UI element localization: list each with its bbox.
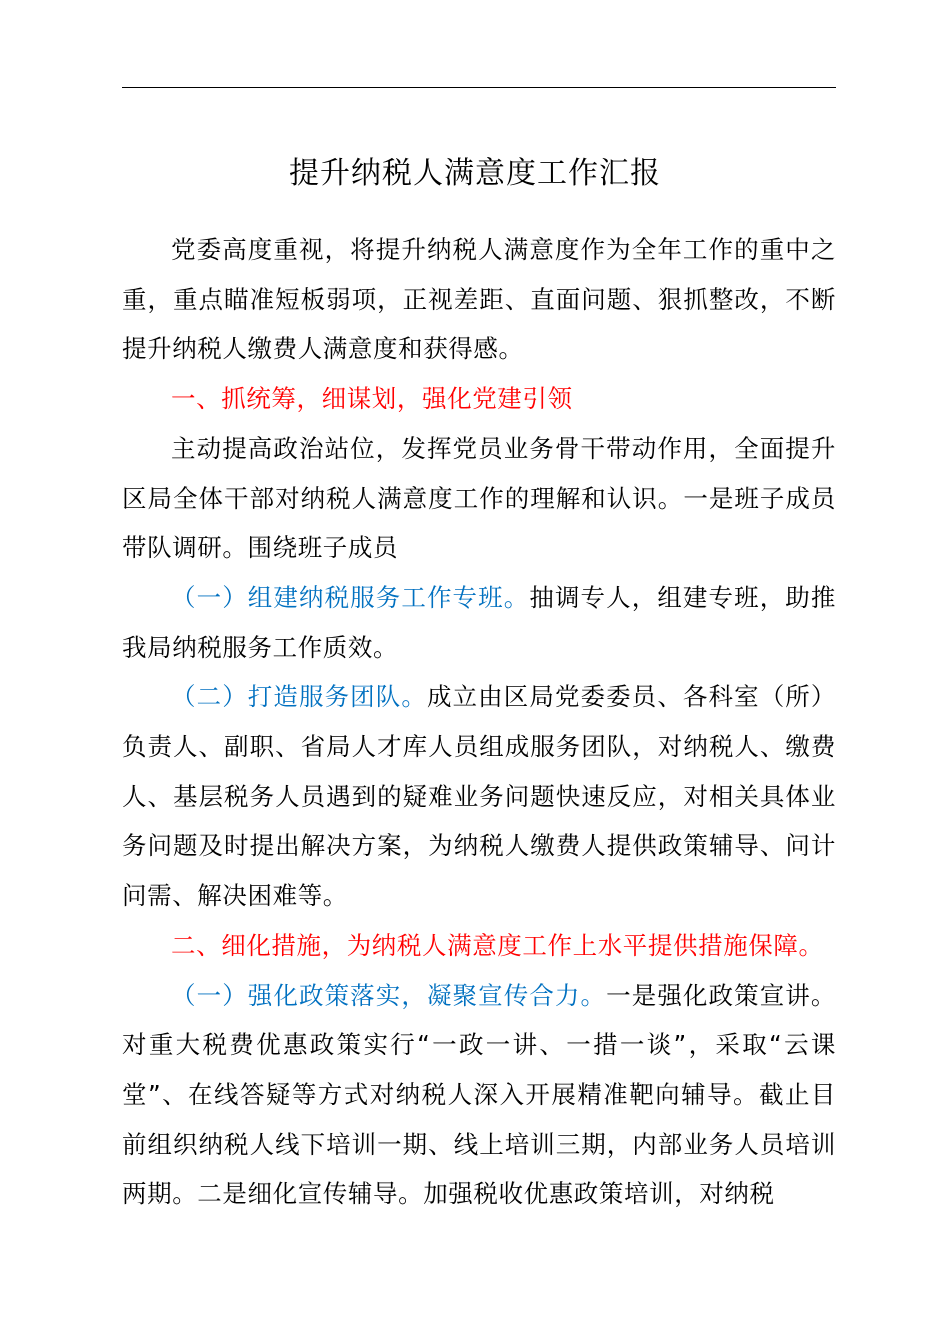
subsection-1-1-text: 抽调专人，组建专班，助推我局纳税服务工作质效。 [122, 582, 836, 662]
subsection-1-1-paragraph [122, 573, 836, 672]
section-1-text: 主动提高政治站位，发挥党员业务骨干带动作用，全面提升区局全体干部对纳税人满意度工作的理解和认识。一是班子成员带队调研。围绕班子成员 [122, 433, 836, 563]
intro-text: 党委高度重视，将提升纳税人满意度作为全年工作的重中之重，重点瞄准短板弱项，正视差距、直面问题、狠抓整改，不断提升纳税人缴费人满意度和获得感。 [122, 235, 836, 364]
document-body [122, 225, 836, 1219]
subsection-1-2-paragraph [122, 672, 836, 921]
subsection-1-2-lead: （二）打造服务团队。 [171, 682, 427, 712]
section-heading-1 [122, 374, 836, 424]
subsection-2-1-lead: （一）强化政策落实，凝聚宣传合力。 [171, 980, 607, 1010]
section-heading-2-text: 二、细化措施，为纳税人满意度工作上水平提供措施保障。 [171, 930, 824, 960]
subsection-1-2-text: 成立由区局党委委员、各科室（所）负责人、副职、省局人才库人员组成服务团队，对纳税人、缴费人、基层税务人员遇到的疑难业务问题快速反应，对相关具体业务问题及时提出解决方案，为纳税人缴费人提供政策辅导、问计问需、解决困难等。 [122, 682, 837, 911]
section-1-paragraph [122, 424, 836, 573]
header-rule [122, 87, 836, 88]
section-heading-1-text: 一、抓统筹，细谋划，强化党建引领 [171, 384, 573, 414]
subsection-1-1-lead: （一）组建纳税服务工作专班。 [171, 582, 530, 612]
section-heading-2 [122, 921, 836, 971]
intro-paragraph [122, 225, 836, 374]
subsection-2-1-paragraph [122, 971, 836, 1220]
document-title: 提升纳税人满意度工作汇报 [289, 156, 661, 191]
subsection-2-1-text: 一是强化政策宣讲。对重大税费优惠政策实行“一政一讲、一措一谈”，采取“云课堂”、在线答疑等方式对纳税人深入开展精准靶向辅导。截止目前组织纳税人线下培训一期、线上培训三期，内部业务人员培训两期。二是细化宣传辅导。加强税收优惠政策培训，对纳税 [122, 980, 836, 1209]
